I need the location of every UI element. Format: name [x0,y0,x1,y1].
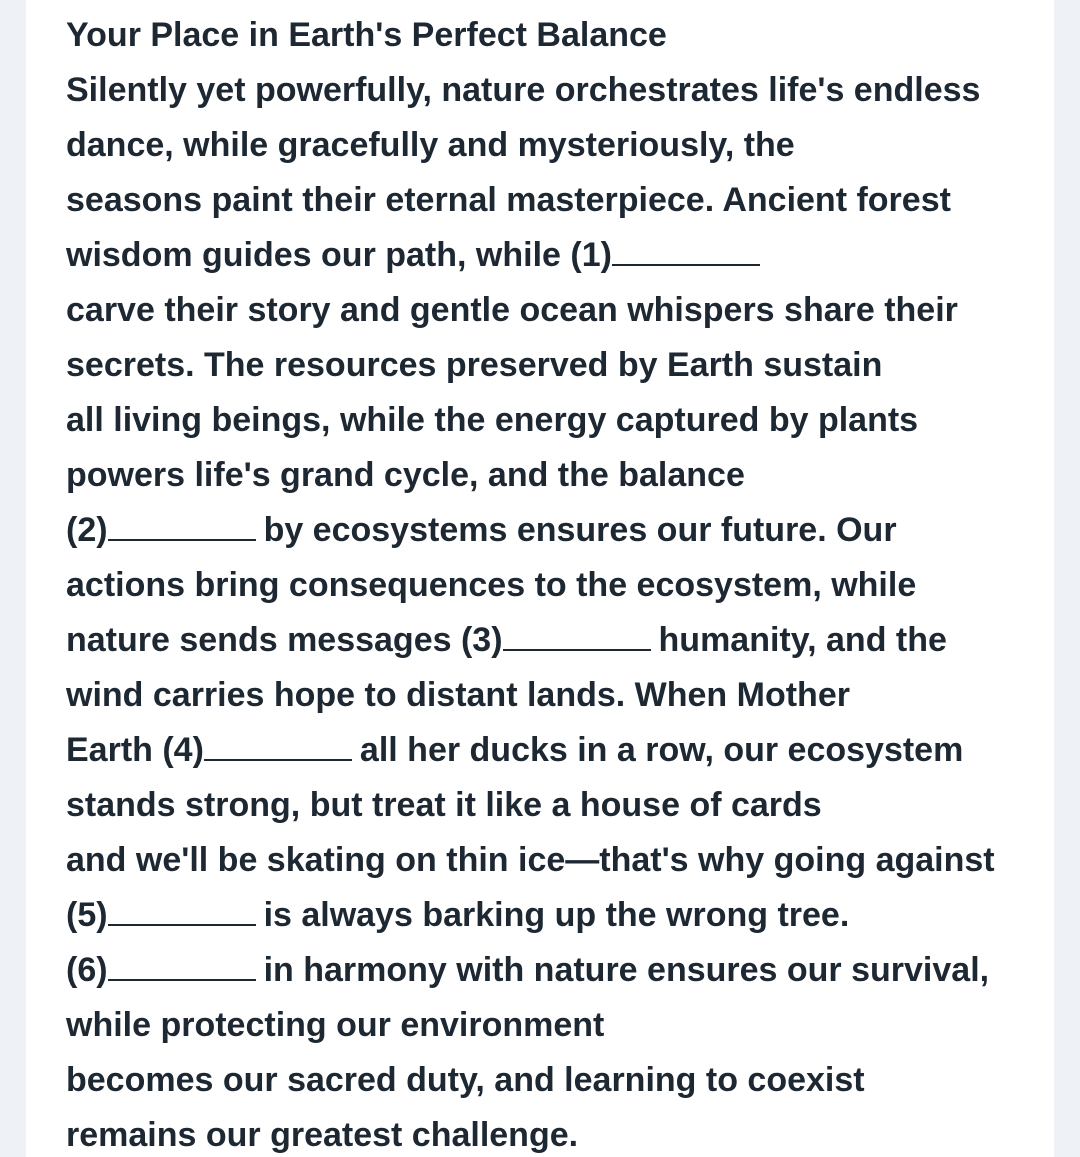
passage-line-8: powers life's grand cycle, and the balance [66,456,745,494]
blank-2[interactable] [108,539,256,541]
passage-line-7: all living beings, while the energy captured by plants [66,401,919,439]
passage-title: Your Place in Earth's Perfect Balance [66,16,667,54]
passage-line-13: Earth (4) all her ducks in a row, our ecosystem [66,731,964,769]
passage-line-19: becomes our sacred duty, and learning to coexist [66,1061,865,1099]
passage-line-10: actions bring consequences to the ecosystem, while [66,566,917,604]
passage-line-11: nature sends messages (3) humanity, and the [66,621,947,659]
passage-line-15: and we'll be skating on thin ice—that's why going against [66,841,995,879]
passage-line-17: (6) in harmony with nature ensures our survival, [66,951,990,989]
blank-6[interactable] [108,979,256,981]
passage-line-6: secrets. The resources preserved by Earth sustain [66,346,883,384]
blank-4[interactable] [204,759,352,761]
document-card [26,0,1054,1157]
passage-line-20: remains our greatest challenge. [66,1116,579,1154]
passage-line-9: (2) by ecosystems ensures our future. Our [66,511,897,549]
passage-line-1: Silently yet powerfully, nature orchestrates life's endless [66,71,981,109]
passage-line-3: seasons paint their eternal masterpiece. Ancient forest [66,181,951,219]
passage-line-14: stands strong, but treat it like a house of cards [66,786,822,824]
blank-5[interactable] [108,924,256,926]
passage-line-12: wind carries hope to distant lands. When Mother [66,676,850,714]
blank-1[interactable] [612,264,760,266]
passage-line-4: wisdom guides our path, while (1) [66,228,1026,283]
passage-line-2: dance, while gracefully and mysteriously, the [66,126,795,164]
blank-3[interactable] [503,649,651,651]
passage-line-5: carve their story and gentle ocean whispers share their [66,291,958,329]
passage-line-16: (5) is always barking up the wrong tree. [66,896,850,934]
passage-line-18: while protecting our environment [66,1006,605,1044]
passage [66,8,1026,1157]
